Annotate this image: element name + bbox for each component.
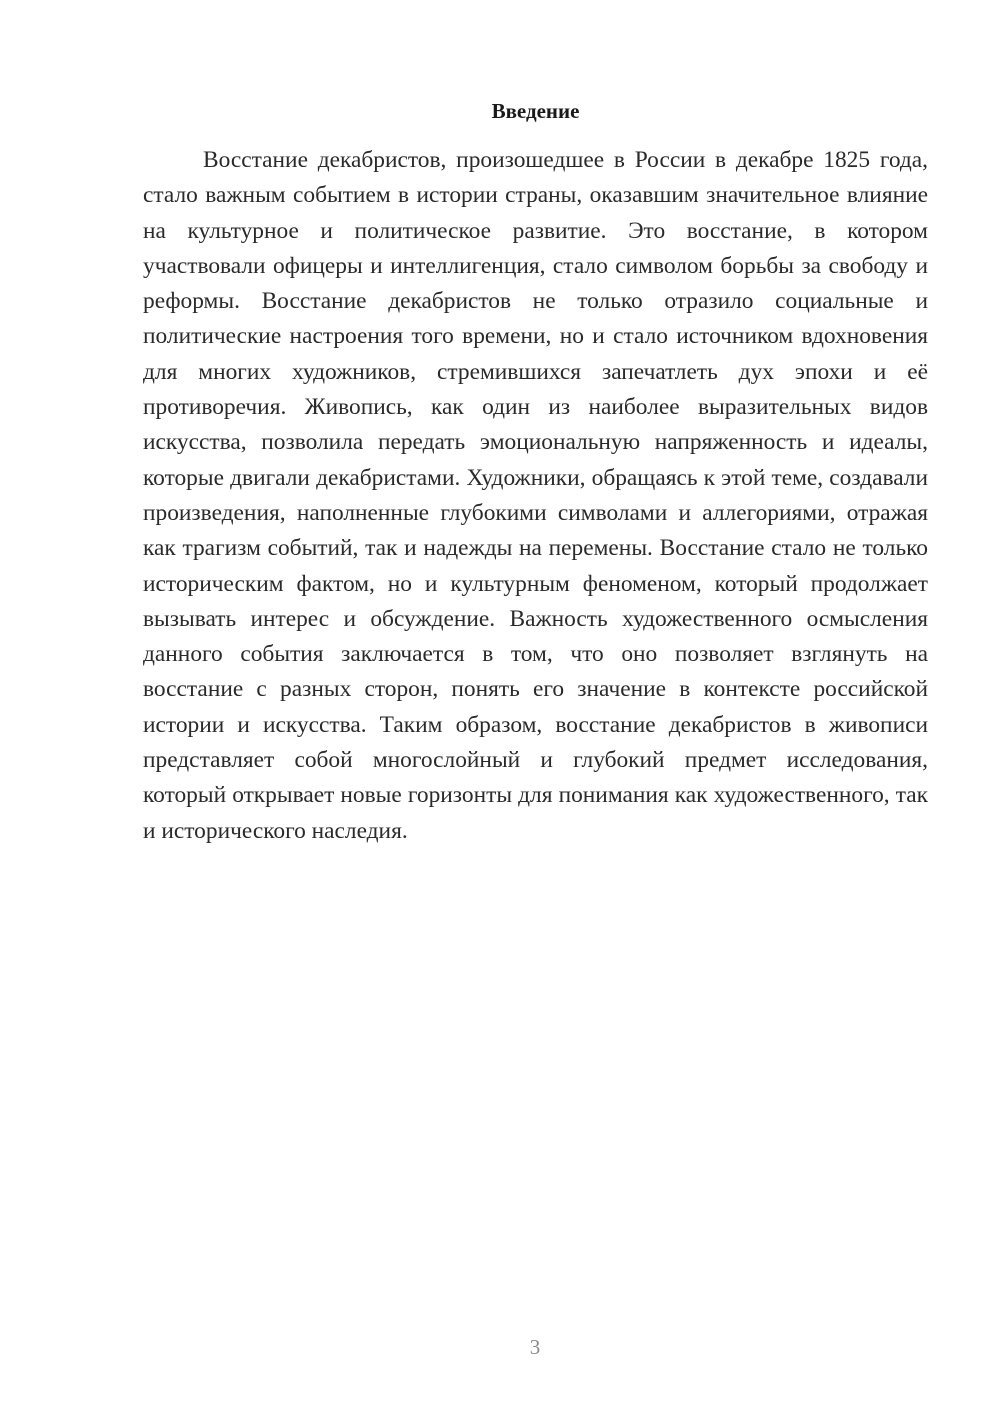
page-number: 3	[529, 1335, 541, 1359]
body-paragraph: Восстание декабристов, произошедшее в России в декабре 1825 года, стало важным событием в истории страны, оказавшим значительное влияние на культурное и политическое развитие. Это восстание, в котором участвовали офицеры и интеллигенция, стало символом борьбы за свободу и реформы. Восстание декабристов не только отразило социальные и политические настроения того времени, но и стало источником вдохновения для многих художников, стремившихся запечатлеть дух эпохи и её противоречия. Живопись, как один из наиболее выразительных видов искусства, позволила передать эмоциональную напряженность и идеалы, которые двигали декабристами. Художники, обращаясь к этой теме, создавали произведения, наполненные глубокими символами и аллегориями, отражая как трагизм событий, так и надежды на перемены. Восстание стало не только историческим фактом, но и культурным феноменом, который продолжает вызывать интерес и обсуждение. Важность художественного осмысления данного события заключается в том, что оно позволяет взглянуть на восстание с разных сторон, понять его значение в контексте российской истории и искусства. Таким образом, восстание декабристов в живописи представляет собой многослойный и глубокий предмет исследования, который открывает новые горизонты для понимания как художественного, так и исторического наследия.	[143, 147, 928, 844]
section-heading: Введение	[491, 99, 580, 123]
